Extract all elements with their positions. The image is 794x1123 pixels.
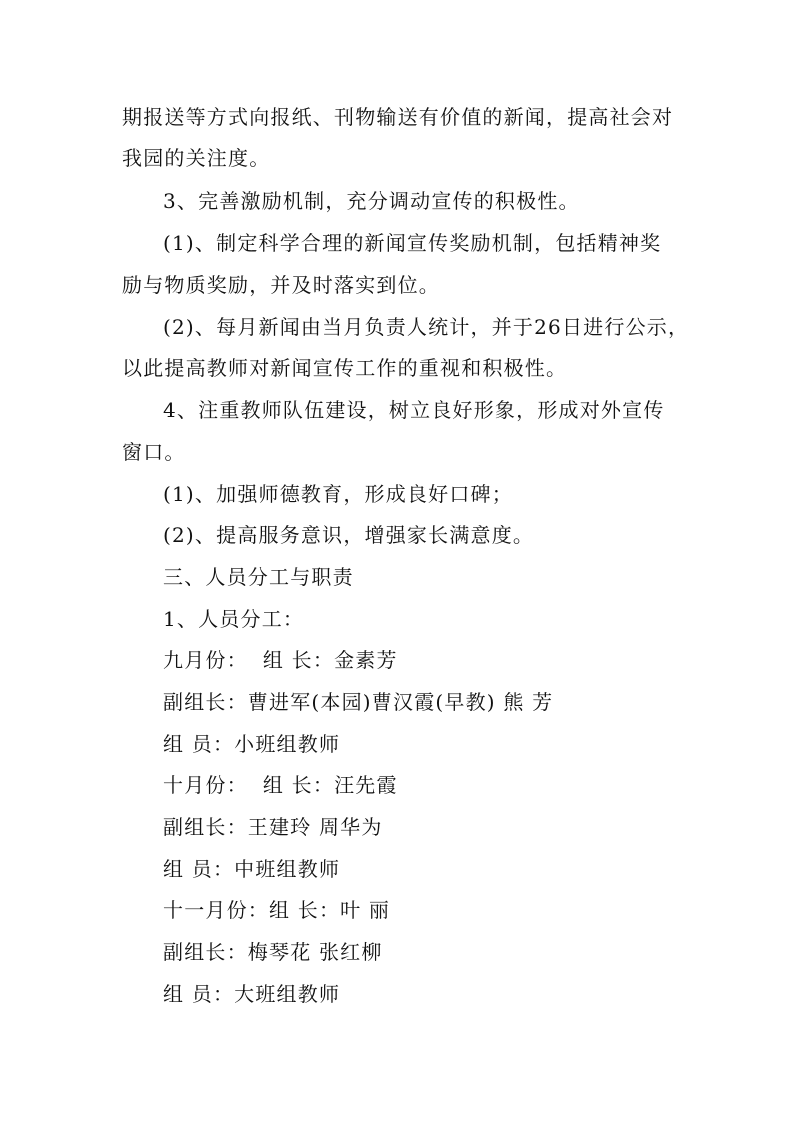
roster-line: 十一月份：组 长：叶 丽	[163, 898, 391, 922]
section-heading: 4、注重教师队伍建设，树立良好形象，形成对外宣传	[163, 398, 665, 422]
paragraph-line: 窗口。	[122, 440, 186, 464]
roster-line: 十月份： 组 长：汪先霞	[163, 773, 398, 797]
paragraph-line: 我园的关注度。	[122, 146, 271, 170]
section-heading: 三、人员分工与职责	[163, 565, 354, 589]
paragraph-line: (1)、制定科学合理的新闻宣传奖励机制，包括精神奖	[163, 231, 662, 255]
roster-line: 组 员：大班组教师	[163, 982, 341, 1006]
section-heading: 3、完善激励机制，充分调动宣传的积极性。	[163, 189, 580, 213]
paragraph-line: 励与物质奖励，并及时落实到位。	[122, 273, 440, 297]
roster-line: 副组长：梅琴花 张红柳	[163, 940, 383, 964]
paragraph-line: 以此提高教师对新闻宣传工作的重视和积极性。	[122, 356, 568, 380]
paragraph-line: (2)、每月新闻由当月负责人统计，并于26日进行公示，	[163, 315, 690, 339]
subsection-heading: 1、人员分工：	[163, 607, 305, 631]
paragraph-line: 期报送等方式向报纸、刊物输送有价值的新闻，提高社会对	[122, 105, 674, 129]
roster-line: 九月份： 组 长：金素芳	[163, 648, 398, 672]
paragraph-line: (1)、加强师德教育，形成良好口碑；	[163, 482, 513, 506]
roster-line: 副组长：曹进军(本园)曹汉霞(早教) 熊 芳	[163, 690, 554, 714]
roster-line: 副组长：王建玲 周华为	[163, 815, 383, 839]
roster-line: 组 员：中班组教师	[163, 857, 341, 881]
paragraph-line: (2)、提高服务意识，增强家长满意度。	[163, 523, 535, 547]
roster-line: 组 员：小班组教师	[163, 732, 341, 756]
